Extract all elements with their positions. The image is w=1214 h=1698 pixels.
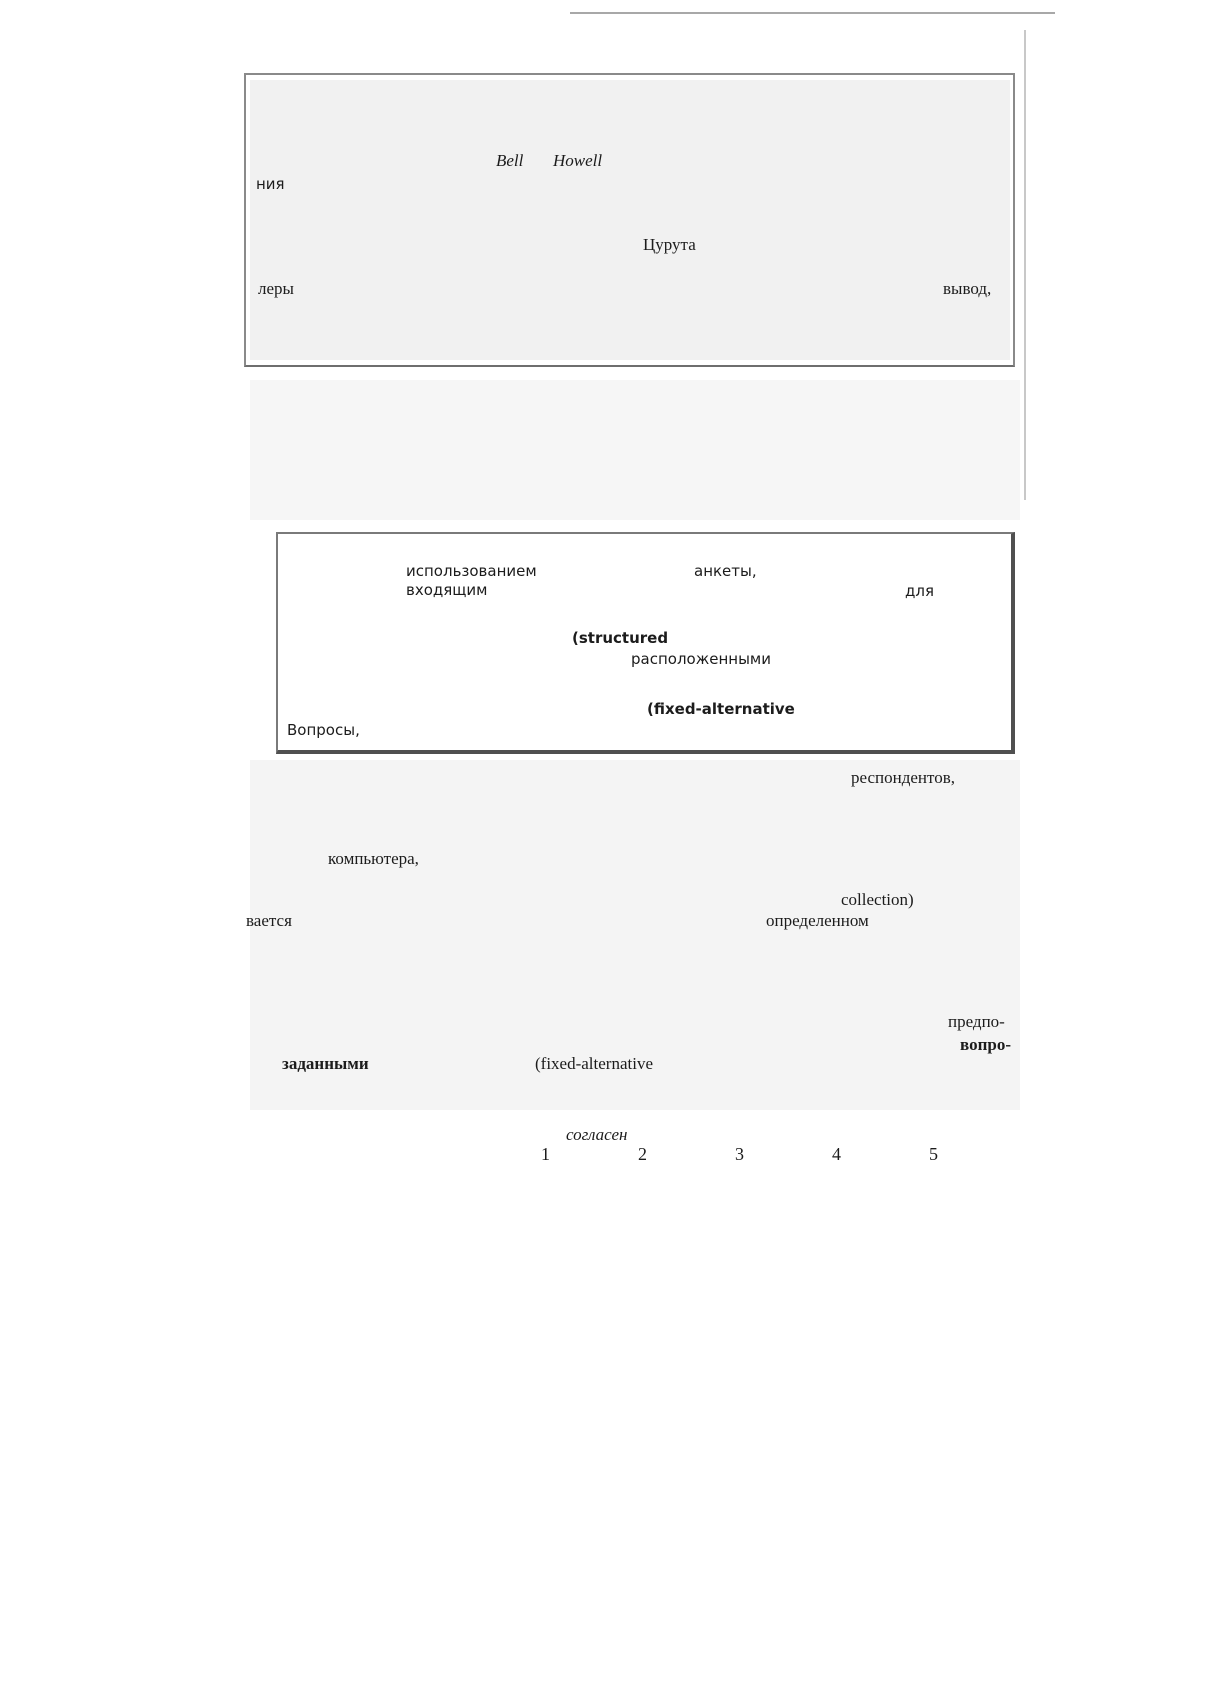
word-vkhodyashchim: входящим [406,581,488,599]
word-lery: леры [258,279,294,298]
word-opredelennom: определенном [766,911,869,930]
word-niya: ния [256,175,285,193]
scale-value-2: 2 [638,1144,647,1164]
scale-label: согласен [566,1125,628,1144]
scale-value-4: 4 [832,1144,841,1164]
top-edge-line [570,12,1055,14]
word-raspolozhennymi: расположенными [631,650,771,668]
boxed-passage-1 [244,73,1015,367]
word-kompyutera: компьютера, [328,849,419,868]
word-fixed-alternative-1: (fixed-alternative [647,700,795,718]
word-ispolzovaniem: использованием [406,562,537,580]
word-respondentov: респондентов, [851,768,955,787]
word-predpo: предпо- [948,1012,1005,1031]
word-vaetsya: вается [246,911,292,930]
word-zadannymi: заданными [282,1054,369,1073]
right-margin-line [1024,30,1026,500]
word-tsuruta: Цурута [643,235,696,254]
word-ankety: анкеты, [694,562,757,580]
word-collection: collection) [841,890,914,909]
word-vopro: вопро- [960,1035,1011,1054]
word-bell: Bell [496,151,524,170]
word-dlya: для [905,582,934,600]
scale-value-5: 5 [929,1144,938,1164]
word-vyvod: вывод, [943,279,992,298]
scale-value-1: 1 [541,1144,550,1164]
word-voprosy: Вопросы, [287,721,360,739]
scale-value-3: 3 [735,1144,744,1164]
faded-text-area-2 [250,380,1020,520]
word-howell: Howell [553,151,603,170]
word-structured: (structured [572,629,669,647]
word-fixed-alternative-2: (fixed-alternative [535,1054,653,1073]
